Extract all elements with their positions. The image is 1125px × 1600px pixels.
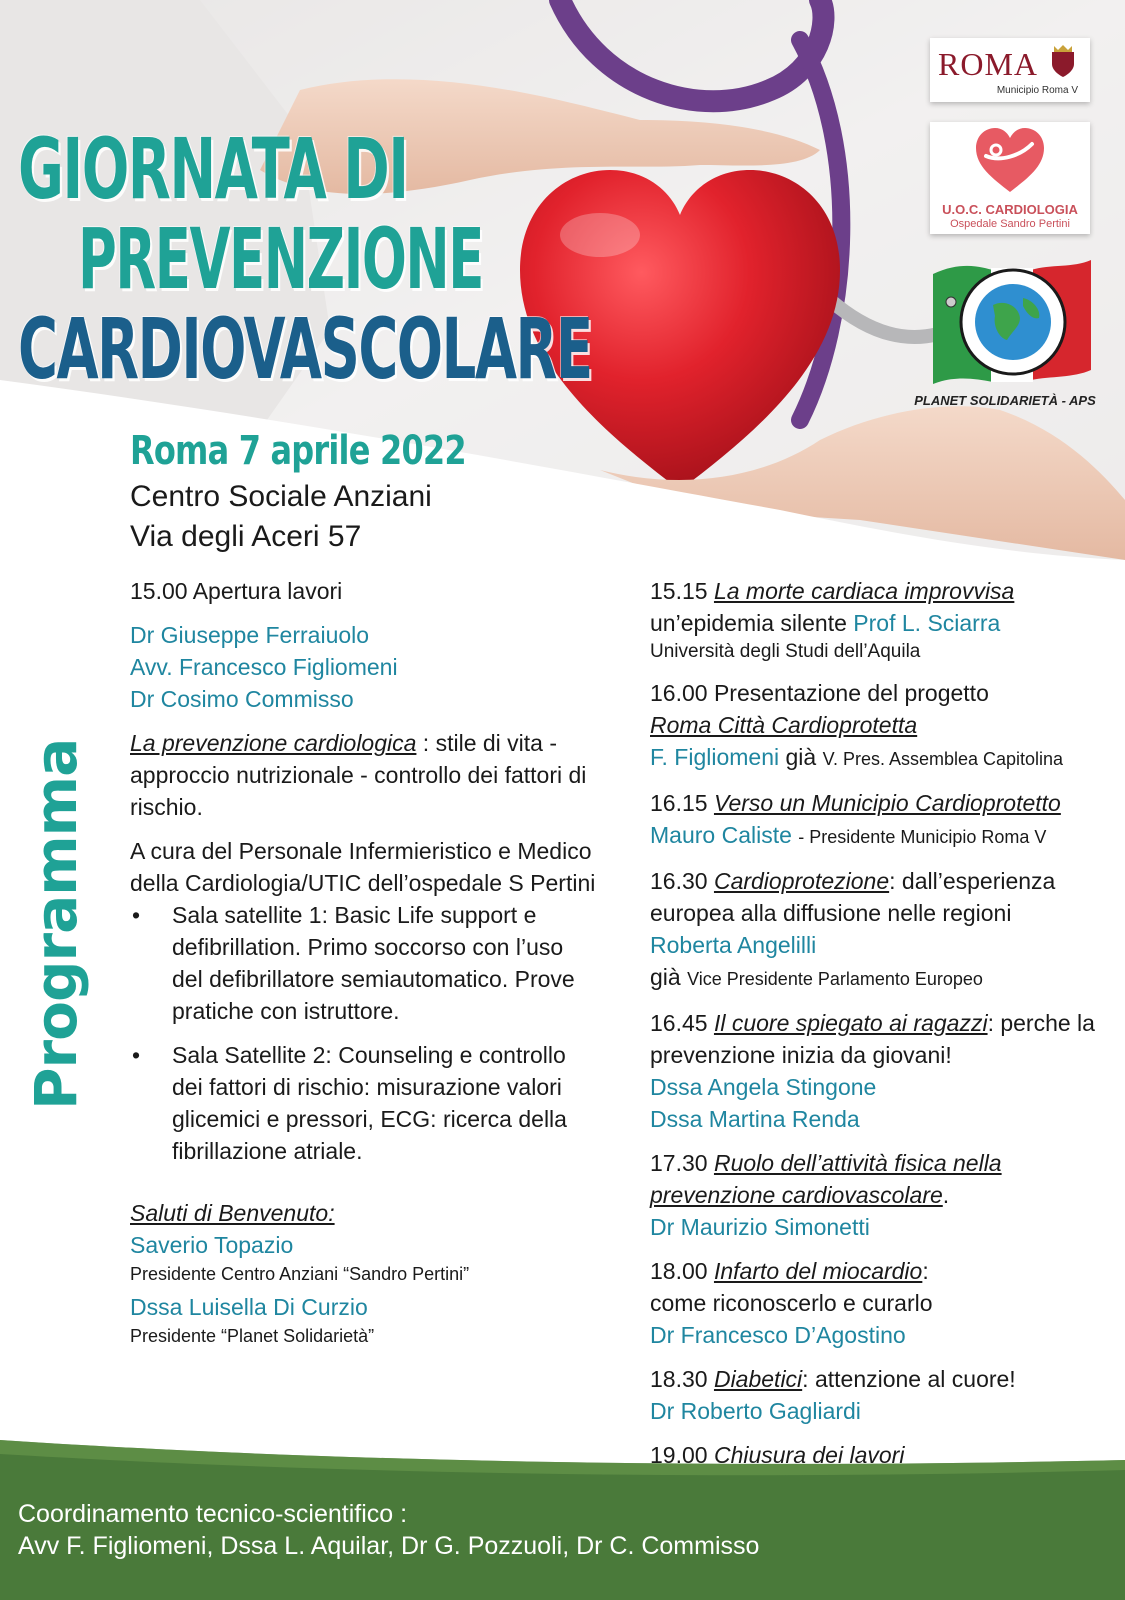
title-line-3: CARDIOVASCOLARE: [18, 300, 592, 398]
prevention-topic-title: La prevenzione cardiologica: [130, 730, 417, 756]
schedule-time: 17.30: [650, 1150, 708, 1176]
schedule-item: [650, 677, 1110, 775]
schedule-speaker-role: Vice Presidente Parlamento Europeo: [687, 969, 983, 989]
schedule-speaker: Dr Maurizio Simonetti: [650, 1214, 870, 1240]
schedule-time: 18.00: [650, 1258, 708, 1284]
welcome-speaker-name: Dssa Luisella Di Curzio: [130, 1294, 368, 1320]
schedule-speaker-role: - Presidente Municipio Roma V: [798, 827, 1047, 847]
title-line-1: GIORNATA DI: [18, 120, 408, 218]
schedule-item: [650, 1363, 1110, 1427]
opening-item: [130, 575, 600, 607]
opening-speaker: Dr Cosimo Commisso: [130, 686, 354, 712]
list-item: • Sala Satellite 2: Counseling e controllo dei fattori di rischio: misurazione valori glicemici e pressori, ECG: ricerca della fibrillazione atriale.: [130, 1039, 600, 1167]
schedule-title: Chiusura dei lavori: [713, 1442, 905, 1468]
schedule-title: Infarto del miocardio: [713, 1258, 923, 1284]
list-item: • Sala satellite 1: Basic Life support e defibrillation. Primo soccorso con l’uso del defibrillatore semiautomatico. Prove pratiche con istruttore.: [130, 899, 600, 1027]
schedule-item: [650, 1007, 1110, 1135]
opening-time: 15.00: [130, 578, 188, 604]
opening-speaker: Avv. Francesco Figliomeni: [130, 654, 398, 680]
schedule-pre: Presentazione del progetto: [713, 680, 989, 706]
welcome-title: Saluti di Benvenuto:: [130, 1200, 335, 1226]
schedule-time: 16.15: [650, 790, 708, 816]
prevention-topic: [130, 727, 600, 823]
satellite-rooms-list: [130, 899, 600, 1167]
schedule-item: [650, 865, 1110, 995]
title-line-2: PREVENZIONE: [78, 210, 484, 308]
venue-name: Centro Sociale Anziani: [130, 480, 432, 513]
schedule-speaker-role: Università degli Studi dell’Aquila: [650, 641, 921, 662]
planet-globe-icon: [933, 260, 1091, 384]
roma-municipio-logo: [930, 38, 1090, 102]
schedule-item: [650, 787, 1110, 853]
schedule-title: Ruolo dell’attività fisica nella prevenzione cardiovascolare: [650, 1150, 1002, 1208]
schedule-time: 18.30: [650, 1366, 708, 1392]
planet-solidarieta-logo: [933, 260, 1091, 384]
welcome-speaker-name: Saverio Topazio: [130, 1232, 294, 1258]
cardiology-heart-icon: [972, 126, 1048, 196]
schedule-item: [650, 1255, 1110, 1351]
schedule-speaker: Dssa Angela Stingone: [650, 1074, 877, 1100]
welcome-speaker-role: Presidente “Planet Solidarietà”: [130, 1326, 375, 1346]
schedule-title: Cardioprotezione: [713, 868, 890, 894]
schedule-title-suffix: :: [922, 1258, 929, 1284]
planet-logo-caption: PLANET SOLIDARIETÀ - APS: [914, 393, 1096, 408]
schedule-role-prefix: già: [785, 744, 817, 770]
opening-speaker: Dr Giuseppe Ferraiuolo: [130, 622, 370, 648]
schedule-title-suffix: : attenzione al cuore!: [802, 1366, 1016, 1392]
prevention-topic-text: : stile di vita - approccio nutrizionale - controllo dei fattori di rischio.: [130, 730, 587, 820]
schedule-item: [650, 1147, 1110, 1243]
schedule-speaker: Dssa Martina Renda: [650, 1106, 860, 1132]
schedule-speaker: Prof L. Sciarra: [853, 610, 1001, 636]
schedule-speaker: Roberta Angelilli: [650, 932, 817, 958]
schedule-speaker-role: V. Pres. Assemblea Capitolina: [822, 749, 1064, 769]
schedule-speaker: F. Figliomeni: [650, 744, 780, 770]
programma-side-label: Programma: [22, 738, 90, 1110]
roma-logo-word: ROMA: [938, 46, 1039, 82]
care-text: A cura del Personale Infermieristico e Medico della Cardiologia/UTIC dell’ospedale S Pertini: [130, 838, 596, 896]
schedule-title: Verso un Municipio Cardioprotetto: [713, 790, 1061, 816]
schedule-title-suffix: .: [942, 1182, 950, 1208]
left-program-column: [130, 575, 600, 1349]
right-program-column: [650, 575, 1110, 1471]
schedule-title-suffix: : perche la prevenzione inizia da giovani!: [650, 1010, 1095, 1068]
schedule-time: 15.15: [650, 578, 708, 604]
cardiologia-logo-title: U.O.C. CARDIOLOGIA: [942, 202, 1078, 217]
schedule-time: 19.00: [650, 1442, 708, 1468]
opening-text: Apertura lavori: [192, 578, 343, 604]
roma-logo-sub: Municipio Roma V: [996, 85, 1078, 96]
schedule-item: [650, 575, 1110, 665]
schedule-speaker: Dr Roberto Gagliardi: [650, 1398, 861, 1424]
cardiologia-logo-sub: Ospedale Sandro Pertini: [950, 218, 1070, 230]
schedule-speaker: Mauro Caliste: [650, 822, 792, 848]
schedule-subtitle: come riconoscerlo e curarlo: [650, 1290, 933, 1316]
venue-address: Via degli Aceri 57: [130, 520, 362, 553]
schedule-role-prefix: già: [650, 964, 681, 990]
event-date: Roma 7 aprile 2022: [130, 428, 466, 474]
schedule-title: Diabetici: [713, 1366, 803, 1392]
coordination-label: Coordinamento tecnico-scientifico :: [18, 1500, 408, 1528]
schedule-time: 16.30: [650, 868, 708, 894]
schedule-title: Il cuore spiegato ai ragazzi: [713, 1010, 988, 1036]
coordination-names: Avv F. Figliomeni, Dssa L. Aquilar, Dr G. Pozzuoli, Dr C. Commisso: [18, 1532, 760, 1560]
crest-icon: [1050, 44, 1076, 78]
schedule-time: 16.45: [650, 1010, 708, 1036]
welcome-speaker-role: Presidente Centro Anziani “Sandro Pertini”: [130, 1264, 470, 1284]
schedule-title-suffix: : dall’esperienza europea alla diffusione nelle regioni: [650, 868, 1056, 926]
schedule-title: Roma Città Cardioprotetta: [650, 712, 918, 738]
cardiologia-logo: [930, 122, 1090, 234]
schedule-subtitle: un’epidemia silente: [650, 610, 847, 636]
schedule-time: 16.00: [650, 680, 708, 706]
schedule-speaker: Dr Francesco D’Agostino: [650, 1322, 906, 1348]
schedule-title: La morte cardiaca improvvisa: [713, 578, 1015, 604]
